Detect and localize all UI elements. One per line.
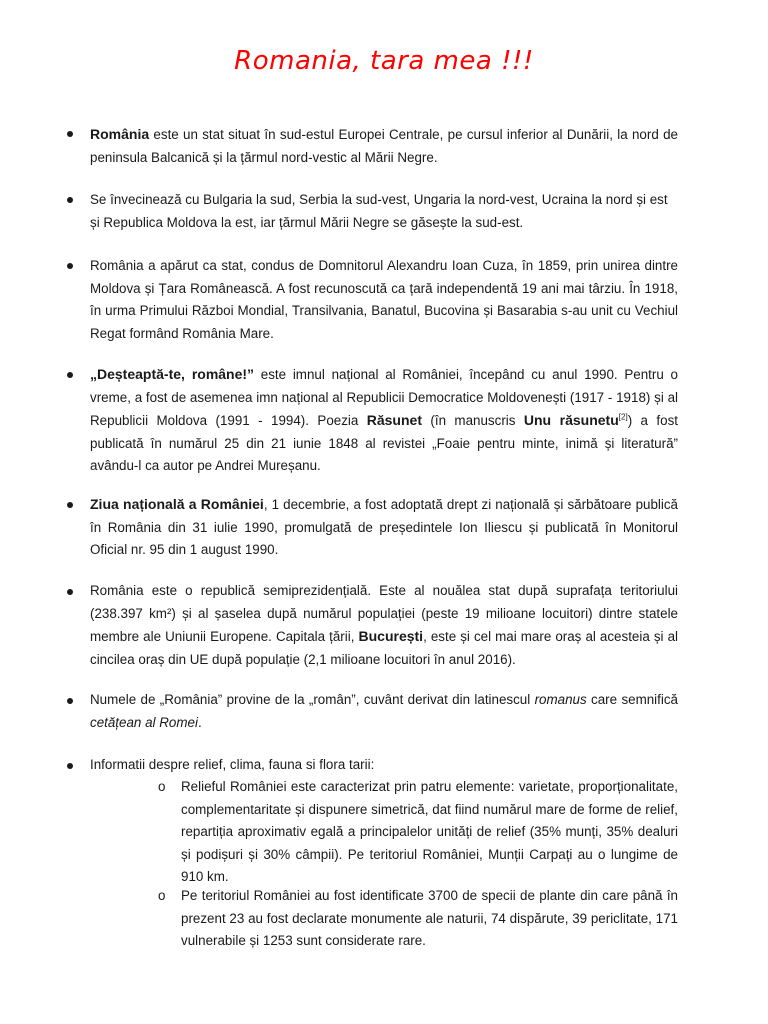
paragraph-text: Relieful României este caracterizat prin patru elemente: varietate, proporționalitate, complementaritate și dispunere simetrică, dat fiind numărul mare de forme de relief, repartiția aproximativ egală a principalelor unități de relief (35% munți, 35% dealuri și podișuri și 30% câmpii). Pe teritoriul României, Munții Carpați au o lungime de 910 km. [181,779,678,885]
bold-text: România [90,126,150,142]
list-item-national-day [90,493,678,562]
list-item-neighbors [90,189,678,234]
paragraph-text: România a apărut ca stat, condus de Domnitorul Alexandru Ioan Cuza, în 1859, prin unirea dintre Moldova și Țara Românească. A fost recunoscută ca țară independentă 19 ani mai târziu. În 1918, în urma Primului Război Mondial, Transilvania, Banatul, Bucovina și Basarabia s-au unit cu Vechiul Regat formând România Mare. [90,258,678,341]
paragraph-text: Se învecinează cu Bulgaria la sud, Serbia la sud-vest, Ungaria la nord-vest, Ucraina la nord și est și Republica Moldova la est, iar țărmul Mării Negre se găsește la sud-est. [90,192,668,230]
paragraph-text: România este o republică semiprezidențială. Este al nouălea stat după suprafața teritoriului (238.397 km²) și al șaselea după numărul populației (peste 19 milioane locuitori) dintre statele membre ale Uniunii Europene. Capitala țării, [90,583,678,645]
bold-text: „Deșteaptă-te, române!” [90,366,255,382]
bullet-icon [67,263,73,269]
paragraph-text: este un stat situat în sud-estul Europei Centrale, pe cursul inferior al Dunării, la nord de peninsula Balcanică și la țărmul nord-vestic al Mării Negre. [90,127,678,165]
paragraph-text: . [197,714,202,730]
list-item-anthem [90,363,678,478]
page-title: Romania, tara mea !!! [234,46,534,76]
paragraph-text: Informatii despre relief, clima, fauna si flora tarii: [90,757,375,772]
italic-text: cetățean al Romei [90,714,198,730]
list-item-history [90,255,678,345]
bullet-icon [67,197,73,203]
list-item-republic [90,580,678,671]
sub-bullet-icon: o [158,888,166,903]
paragraph-text: ) a fost publicată în numărul 25 din 21 iunie 1848 al revistei „Foaie pentru minte, inimă și literatură” avându-l ca autor pe Andrei Mureșanu. [90,413,678,474]
paragraph-text: este imnul național al României, începând cu anul 1990. Pentru o vreme, a fost de asemenea imn național al Republicii Democratice Moldovenești (1917 - 1918) și al Republicii Moldova (1991 - 1994). Poezia [90,367,678,429]
paragraph-text: , este și cel mai mare oraș al acesteia și al cincilea oraș din UE după populație (2,1 milioane locuitori în anul 2016). [90,629,679,667]
bullet-icon [67,131,73,137]
sub-item-flora [181,885,678,953]
paragraph-text: care semnifică [586,692,678,707]
paragraph-text: Numele de „România” provine de la „român”, cuvânt derivat din latinescul [90,692,535,707]
bullet-icon [67,698,73,704]
bold-text: Răsunet [366,412,422,429]
italic-text: romanus [534,692,587,707]
sub-item-relief [181,776,678,889]
paragraph-text: , 1 decembrie, a fost adoptată drept zi națională și sărbătoare publică în România din 31 iulie 1990, promulgată de președintele Ion Iliescu și publicată în Monitorul Oficial nr. 95 din 1 august 1990. [90,497,679,558]
list-item-name-origin [90,689,678,734]
bold-text: București [358,628,424,645]
bold-text: Unu răsunetu [523,412,619,429]
paragraph-text: (în manuscris [421,413,524,429]
bullet-icon [67,763,73,769]
bullet-icon [67,502,73,508]
list-item-relief-intro [90,754,678,777]
bold-text: Ziua națională a României [90,496,264,512]
paragraph-text: Pe teritoriul României au fost identificate 3700 de specii de plante din care până în prezent 23 au fost declarate monumente ale naturii, 74 dispărute, 39 periclitate, 171 vulnerabile și 1253 sunt considerate rare. [181,888,678,949]
footnote-ref: [2] [618,412,628,422]
sub-bullet-icon: o [158,779,166,794]
bullet-icon [67,372,73,378]
list-item-location [90,123,678,169]
bullet-icon [67,589,73,595]
